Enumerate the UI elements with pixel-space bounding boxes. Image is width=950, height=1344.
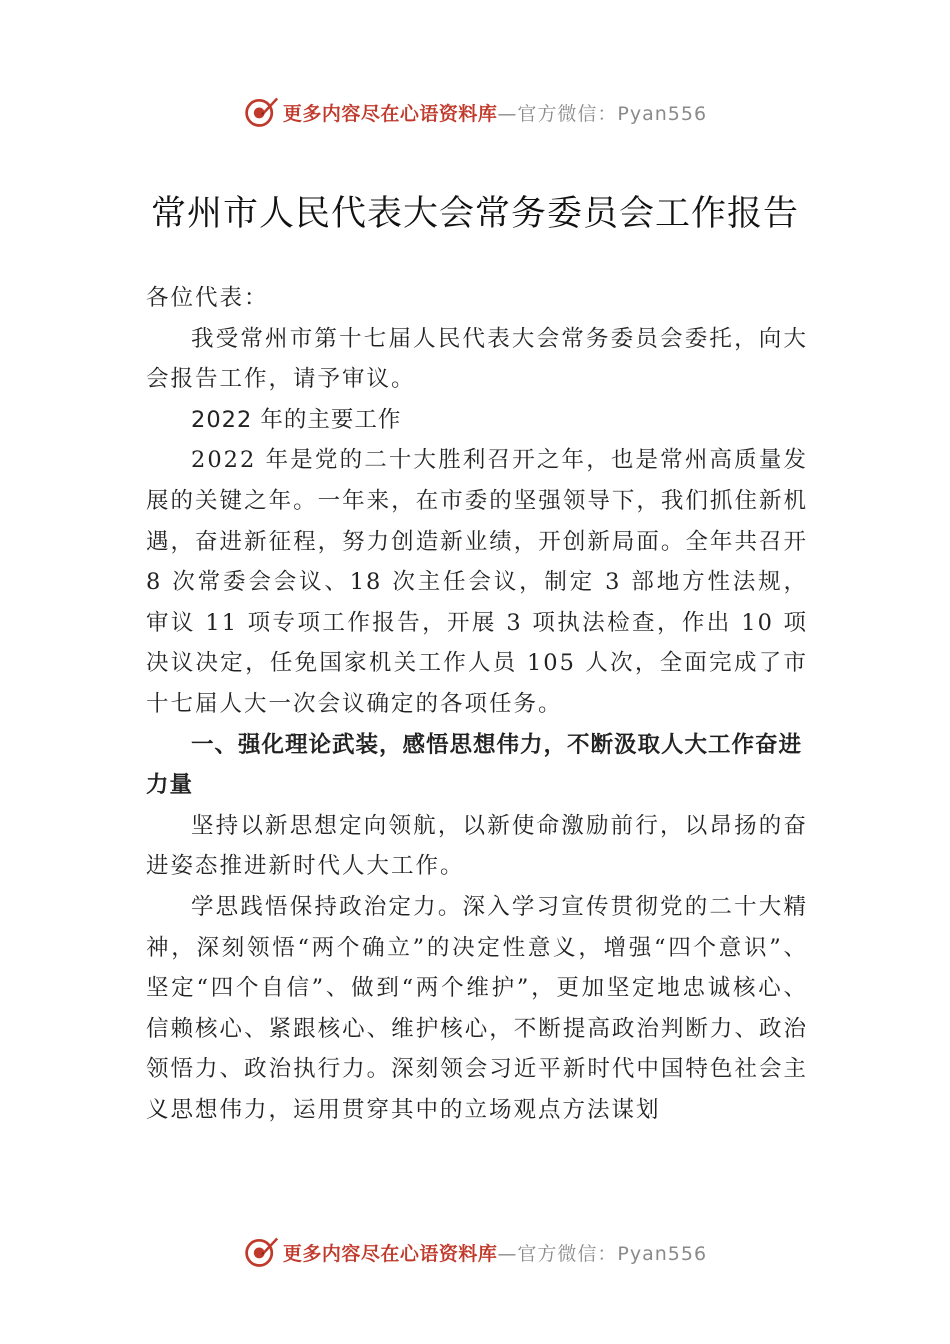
document-title: 常州市人民代表大会常务委员会工作报告 [150, 194, 799, 234]
section-heading-1: 一、强化理论武装，感悟思想伟力，不断汲取人大工作奋进力量 [146, 731, 803, 799]
watermark-banner-top [0, 92, 950, 132]
paragraph-1: 坚持以新思想定向领航，以新使命激励前行，以昂扬的奋进姿态推进新时代人大工作。 [146, 812, 808, 880]
watermark-grey-text: —官方微信：Pyan556 [497, 1242, 708, 1265]
document-body [146, 278, 808, 1130]
watermark-red-text: 更多内容尽在心语资料库 [282, 1242, 498, 1265]
watermark-red-text: 更多内容尽在心语资料库 [282, 102, 498, 125]
intro-paragraph: 我受常州市第十七届人民代表大会常务委员会委托，向大会报告工作，请予审议。 [146, 325, 808, 393]
salutation: 各位代表： [146, 285, 269, 311]
pen-logo-icon [243, 94, 279, 130]
watermark-banner-bottom [0, 1232, 950, 1272]
paragraph-2: 学思践悟保持政治定力。深入学习宣传贯彻党的二十大精神，深刻领悟“两个确立”的决定性意义，增强“四个意识”、坚定“四个自信”、做到“两个维护”，更加坚定地忠诚核心、信赖核心、紧跟核心、维护核心，不断提高政治判断力、政治领悟力、政治执行力。深刻领会习近平新时代中国特色社会主义思想伟力，运用贯穿其中的立场观点方法谋划 [146, 893, 808, 1123]
summary-paragraph: 2022 年是党的二十大胜利召开之年，也是常州高质量发展的关键之年。一年来，在市委的坚强领导下，我们抓住新机遇，奋进新征程，努力创造新业绩，开创新局面。全年共召开 8 次常委会会议、18 次主任会议，制定 3 部地方性法规，审议 11 项专项工作报告，开展 3 项执法检查，作出 10 项决议决定，任免国家机关工作人员 105 人次，全面完成了市十七届人大一次会议确定的各项任务。 [146, 447, 808, 717]
watermark-grey-text: —官方微信：Pyan556 [497, 102, 708, 125]
pen-logo-icon [243, 1234, 279, 1270]
section-heading-year: 2022 年的主要工作 [191, 406, 402, 433]
